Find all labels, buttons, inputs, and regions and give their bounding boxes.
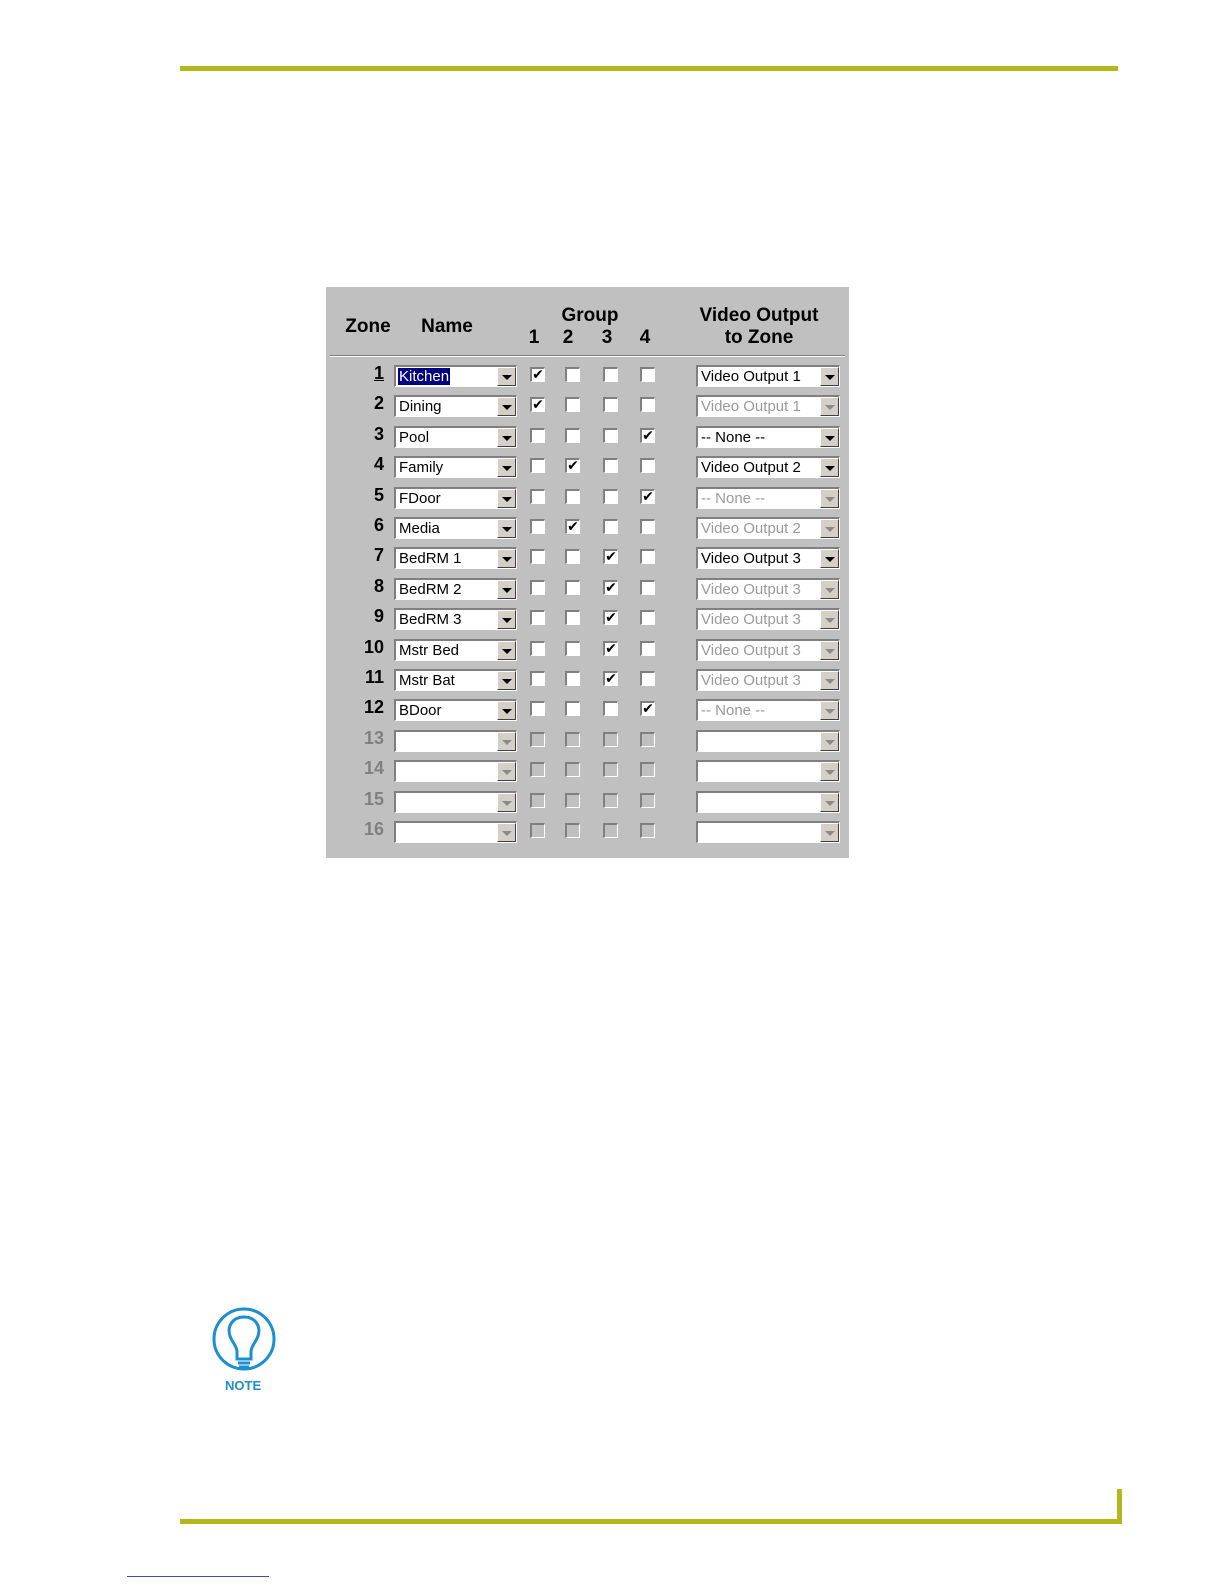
zone-number: 2 [373,393,384,414]
zone-name-value: Kitchen [399,368,450,385]
group-col-1-header: 1 [528,327,540,348]
zone-name-value: Mstr Bed [399,641,460,659]
zone-name-combo[interactable] [394,821,517,843]
zone-row [326,543,849,573]
group-4-checkbox[interactable] [640,701,655,716]
group-3-checkbox[interactable] [603,397,618,412]
zone-number: 15 [363,788,384,809]
group-1-checkbox[interactable] [530,762,545,777]
chevron-down-icon[interactable] [497,580,516,599]
zone-row [326,604,849,634]
video-output-value: Video Output 3 [701,550,801,568]
group-1-checkbox[interactable] [530,701,545,716]
group-1-checkbox[interactable] [530,367,545,382]
group-4-checkbox[interactable] [640,610,655,625]
chevron-down-icon[interactable] [497,732,516,751]
zone-row [326,695,849,725]
zone-row [326,574,849,604]
zone-row [326,787,849,817]
video-output-combo[interactable] [696,760,840,782]
group-column-header: Group [561,305,619,326]
chevron-down-icon[interactable] [497,762,516,781]
header-rule [180,66,1118,71]
chevron-down-icon[interactable] [820,428,839,447]
checkmark-icon: ✔ [567,458,579,475]
group-3-checkbox[interactable] [603,580,618,595]
zone-row [326,635,849,665]
checkmark-icon: ✔ [605,671,617,687]
zone-row [326,422,849,452]
chevron-down-icon[interactable] [820,397,839,416]
zone-row [326,391,849,421]
group-3-checkbox[interactable] [603,701,618,716]
video-output-value: Video Output 2 [701,520,801,537]
checkmark-icon: ✔ [605,610,617,627]
group-3-checkbox[interactable] [603,458,618,473]
footer-rule [180,1519,1122,1524]
zone-name-combo[interactable] [394,487,517,509]
group-3-checkbox[interactable] [603,367,618,382]
zone-name-value: BedRM 2 [399,580,462,598]
group-2-checkbox[interactable] [565,458,580,473]
group-3-checkbox[interactable] [603,519,618,534]
zone-name-combo[interactable] [394,426,517,448]
group-4-checkbox[interactable] [640,580,655,595]
zone-number: 11 [364,667,384,687]
group-2-checkbox[interactable] [565,549,580,564]
group-2-checkbox[interactable] [565,701,580,716]
chevron-down-icon[interactable] [820,549,839,568]
chevron-down-icon[interactable] [497,549,516,568]
group-4-checkbox[interactable] [640,549,655,564]
zone-name-combo[interactable] [394,547,517,569]
group-2-checkbox[interactable] [565,397,580,412]
name-column-header: Name [421,316,473,337]
zone-number: 8 [373,575,384,596]
video-output-value: -- None -- [701,489,766,507]
video-output-value: Video Output 3 [701,611,801,629]
group-3-checkbox[interactable] [603,641,618,656]
chevron-down-icon[interactable] [497,519,516,538]
zone-row [326,817,849,847]
group-4-checkbox[interactable] [640,762,655,777]
zone-row [326,452,849,482]
chevron-down-icon[interactable] [497,397,516,416]
checkmark-icon: ✔ [605,640,617,657]
group-4-checkbox[interactable] [640,367,655,382]
chevron-down-icon[interactable] [820,367,839,386]
group-4-checkbox[interactable] [640,489,655,504]
group-col-4-header: 4 [639,327,651,348]
zone-number: 16 [363,819,384,839]
zone-row [326,726,849,756]
zone-name-value: BDoor [399,702,442,720]
zone-number: 13 [363,727,384,748]
group-1-checkbox[interactable] [530,610,545,625]
group-1-checkbox[interactable] [530,641,545,656]
video-output-combo[interactable] [696,517,840,539]
chevron-down-icon[interactable] [820,458,839,477]
group-2-checkbox[interactable] [565,732,580,747]
video-output-combo[interactable] [696,426,840,448]
group-3-checkbox[interactable] [603,610,618,625]
zone-row [326,483,849,513]
video-output-combo[interactable] [696,578,840,600]
group-3-checkbox[interactable] [603,428,618,443]
chevron-down-icon[interactable] [497,823,516,842]
chevron-down-icon[interactable] [820,701,839,720]
zone-name-value: Family [399,459,444,477]
zone-number: 12 [363,697,384,718]
video-output-combo[interactable] [696,547,840,569]
chevron-down-icon[interactable] [820,610,839,629]
video-output-combo[interactable] [696,608,840,630]
zone-name-combo[interactable] [394,517,517,539]
zone-name-combo[interactable] [394,669,517,691]
group-4-checkbox[interactable] [640,641,655,656]
video-output-value: -- None -- [701,428,766,446]
video-output-value: -- None -- [701,702,766,720]
footer-link-underline[interactable] [127,1576,269,1577]
group-1-checkbox[interactable] [530,732,545,747]
group-1-checkbox[interactable] [530,580,545,595]
footer-rule-tick [1117,1489,1122,1524]
zone-name-value: Dining [399,398,442,416]
group-3-checkbox[interactable] [603,823,618,838]
video-output-combo[interactable] [696,639,840,661]
chevron-down-icon[interactable] [820,641,839,660]
zone-name-value: BedRM 1 [399,550,462,568]
zone-name-combo[interactable] [394,760,517,782]
video-output-value: Video Output 1 [701,398,801,416]
zone-name-value: Media [399,520,440,537]
zone-name-value: Pool [399,428,430,446]
chevron-down-icon[interactable] [820,580,839,599]
group-col-3-header: 3 [601,327,613,348]
checkmark-icon: ✔ [642,488,654,505]
zone-name-combo[interactable] [394,365,517,387]
video-output-combo[interactable] [696,669,840,691]
zone-row [326,756,849,786]
zone-row [326,513,849,543]
group-2-checkbox[interactable] [565,610,580,625]
note-label: NOTE [225,1378,262,1393]
group-2-checkbox[interactable] [565,367,580,382]
video-output-combo[interactable] [696,730,840,752]
checkmark-icon: ✔ [605,579,617,596]
group-4-checkbox[interactable] [640,458,655,473]
group-1-checkbox[interactable] [530,549,545,564]
zone-name-value: Mstr Bat [399,672,455,689]
group-2-checkbox[interactable] [565,671,580,686]
group-4-checkbox[interactable] [640,671,655,686]
group-3-checkbox[interactable] [603,793,618,808]
group-3-checkbox[interactable] [603,489,618,504]
video-output-value: Video Output 2 [701,459,801,477]
chevron-down-icon[interactable] [820,732,839,751]
zone-row [326,665,849,695]
video-output-combo[interactable] [696,791,840,813]
checkmark-icon: ✔ [642,427,654,444]
zone-row [326,361,849,391]
group-1-checkbox[interactable] [530,397,545,412]
chevron-down-icon[interactable] [497,367,516,386]
group-4-checkbox[interactable] [640,793,655,808]
chevron-down-icon[interactable] [497,701,516,720]
chevron-down-icon[interactable] [497,641,516,660]
group-4-checkbox[interactable] [640,428,655,443]
zone-number: 3 [373,423,384,444]
zone-config-panel [326,287,849,858]
zone-number: 9 [373,606,384,627]
chevron-down-icon[interactable] [497,610,516,629]
group-3-checkbox[interactable] [603,732,618,747]
group-1-checkbox[interactable] [530,489,545,504]
group-1-checkbox[interactable] [530,458,545,473]
checkmark-icon: ✔ [642,701,654,718]
group-col-2-header: 2 [562,327,574,348]
group-2-checkbox[interactable] [565,519,580,534]
chevron-down-icon[interactable] [820,793,839,812]
group-2-checkbox[interactable] [565,823,580,838]
zone-name-combo[interactable] [394,608,517,630]
zone-name-value: FDoor [399,489,441,507]
chevron-down-icon[interactable] [820,489,839,508]
zone-name-value: BedRM 3 [399,611,462,629]
group-1-checkbox[interactable] [530,428,545,443]
zone-number: 5 [373,484,384,505]
video-output-combo[interactable] [696,365,840,387]
checkmark-icon: ✔ [567,519,579,535]
video-output-combo[interactable] [696,821,840,843]
zone-number: 7 [373,545,384,566]
chevron-down-icon[interactable] [497,458,516,477]
chevron-down-icon[interactable] [820,823,839,842]
video-output-header-line1: Video Output [699,305,819,326]
checkmark-icon: ✔ [532,367,544,383]
chevron-down-icon[interactable] [820,519,839,538]
zone-name-combo[interactable] [394,699,517,721]
group-4-checkbox[interactable] [640,397,655,412]
video-output-value: Video Output 1 [701,368,801,385]
zone-number: 1 [373,363,384,383]
group-3-checkbox[interactable] [603,549,618,564]
group-3-checkbox[interactable] [603,762,618,777]
zone-number: 14 [363,758,384,779]
chevron-down-icon[interactable] [497,428,516,447]
group-4-checkbox[interactable] [640,519,655,534]
group-4-checkbox[interactable] [640,823,655,838]
group-1-checkbox[interactable] [530,671,545,686]
group-2-checkbox[interactable] [565,580,580,595]
group-1-checkbox[interactable] [530,823,545,838]
chevron-down-icon[interactable] [497,671,516,690]
video-output-value: Video Output 3 [701,641,801,659]
video-output-combo[interactable] [696,487,840,509]
video-output-value: Video Output 3 [701,672,801,689]
group-1-checkbox[interactable] [530,793,545,808]
group-1-checkbox[interactable] [530,519,545,534]
video-output-combo[interactable] [696,699,840,721]
zone-name-combo[interactable] [394,395,517,417]
video-output-combo[interactable] [696,395,840,417]
group-2-checkbox[interactable] [565,793,580,808]
zone-number: 4 [373,454,384,475]
chevron-down-icon[interactable] [820,671,839,690]
zone-name-combo[interactable] [394,730,517,752]
zone-name-combo[interactable] [394,456,517,478]
group-2-checkbox[interactable] [565,762,580,777]
chevron-down-icon[interactable] [497,489,516,508]
chevron-down-icon[interactable] [497,793,516,812]
checkmark-icon: ✔ [532,397,544,414]
chevron-down-icon[interactable] [820,762,839,781]
header-divider [330,355,845,357]
group-3-checkbox[interactable] [603,671,618,686]
zone-number: 10 [363,636,384,657]
zone-column-header: Zone [345,316,391,337]
video-output-value: Video Output 3 [701,580,801,598]
video-output-combo[interactable] [696,456,840,478]
group-2-checkbox[interactable] [565,641,580,656]
checkmark-icon: ✔ [605,549,617,566]
zone-name-combo[interactable] [394,578,517,600]
zone-name-combo[interactable] [394,639,517,661]
video-output-header-line2: to Zone [724,327,794,348]
zone-name-combo[interactable] [394,791,517,813]
group-2-checkbox[interactable] [565,428,580,443]
group-2-checkbox[interactable] [565,489,580,504]
zone-number: 6 [373,515,384,535]
group-4-checkbox[interactable] [640,732,655,747]
